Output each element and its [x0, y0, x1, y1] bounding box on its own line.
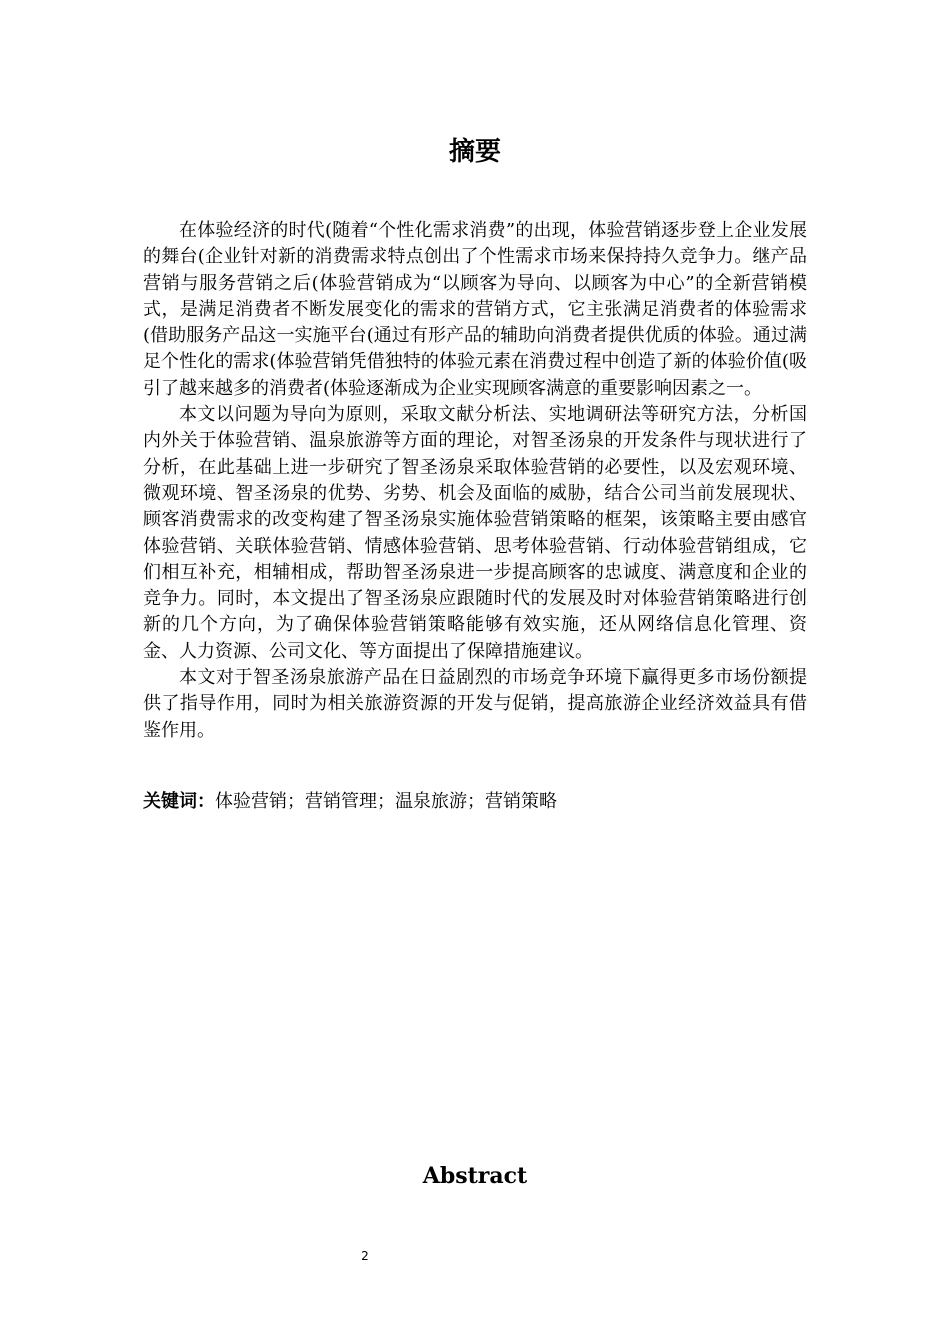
- keywords-text: 体验营销；营销管理；温泉旅游；营销策略: [215, 791, 557, 812]
- paragraph-1: 在体验经济的时代(随着“个性化需求消费”的出现，体验营销逐步登上企业发展的舞台(企业针对新的消费需求特点创出了个性需求市场来保持持久竞争力。继产品营销与服务营销之后(体验营销成为“以顾客为导向、以顾客为中心”的全新营销模式，是满足消费者不断发展变化的需求的营销方式，它主张满足消费者的体验需求(借助服务产品这一实施平台(通过有形产品的辅助向消费者提供优质的体验。通过满足个性化的需求(体验营销凭借独特的体验元素在消费过程中创造了新的体验价值(吸引了越来越多的消费者(体验逐渐成为企业实现顾客满意的重要影响因素之一。: [143, 220, 807, 399]
- keywords-label: 关键词：: [143, 791, 215, 812]
- paragraph-2: 本文以问题为导向为原则，采取文献分析法、实地调研法等研究方法，分析国内外关于体验营销、温泉旅游等方面的理论，对智圣汤泉的开发条件与现状进行了分析，在此基础上进一步研究了智圣汤泉采取体验营销的必要性，以及宏观环境、微观环境、智圣汤泉的优势、劣势、机会及面临的威胁，结合公司当前发展现状、顾客消费需求的改变构建了智圣汤泉实施体验营销策略的框架，该策略主要由感官体验营销、关联体验营销、情感体验营销、思考体验营销、行动体验营销组成，它们相互补充，相辅相成，帮助智圣汤泉进一步提高顾客的忠诚度、满意度和企业的竞争力。同时，本文提出了智圣汤泉应跟随时代的发展及时对体验营销策略进行创新的几个方向，为了确保体验营销策略能够有效实施，还从网络信息化管理、资金、人力资源、公司文化、等方面提出了保障措施建议。: [143, 404, 807, 662]
- abstract-body: [143, 218, 807, 744]
- paragraph-3: 本文对于智圣汤泉旅游产品在日益剧烈的市场竞争环境下赢得更多市场份额提供了指导作用，同时为相关旅游资源的开发与促销，提高旅游企业经济效益具有借鉴作用。: [143, 667, 807, 741]
- keywords-line: [143, 789, 807, 815]
- page-title: 摘要: [448, 137, 501, 167]
- abstract-heading: Abstract: [422, 1163, 528, 1189]
- page-number: 2: [361, 1249, 369, 1263]
